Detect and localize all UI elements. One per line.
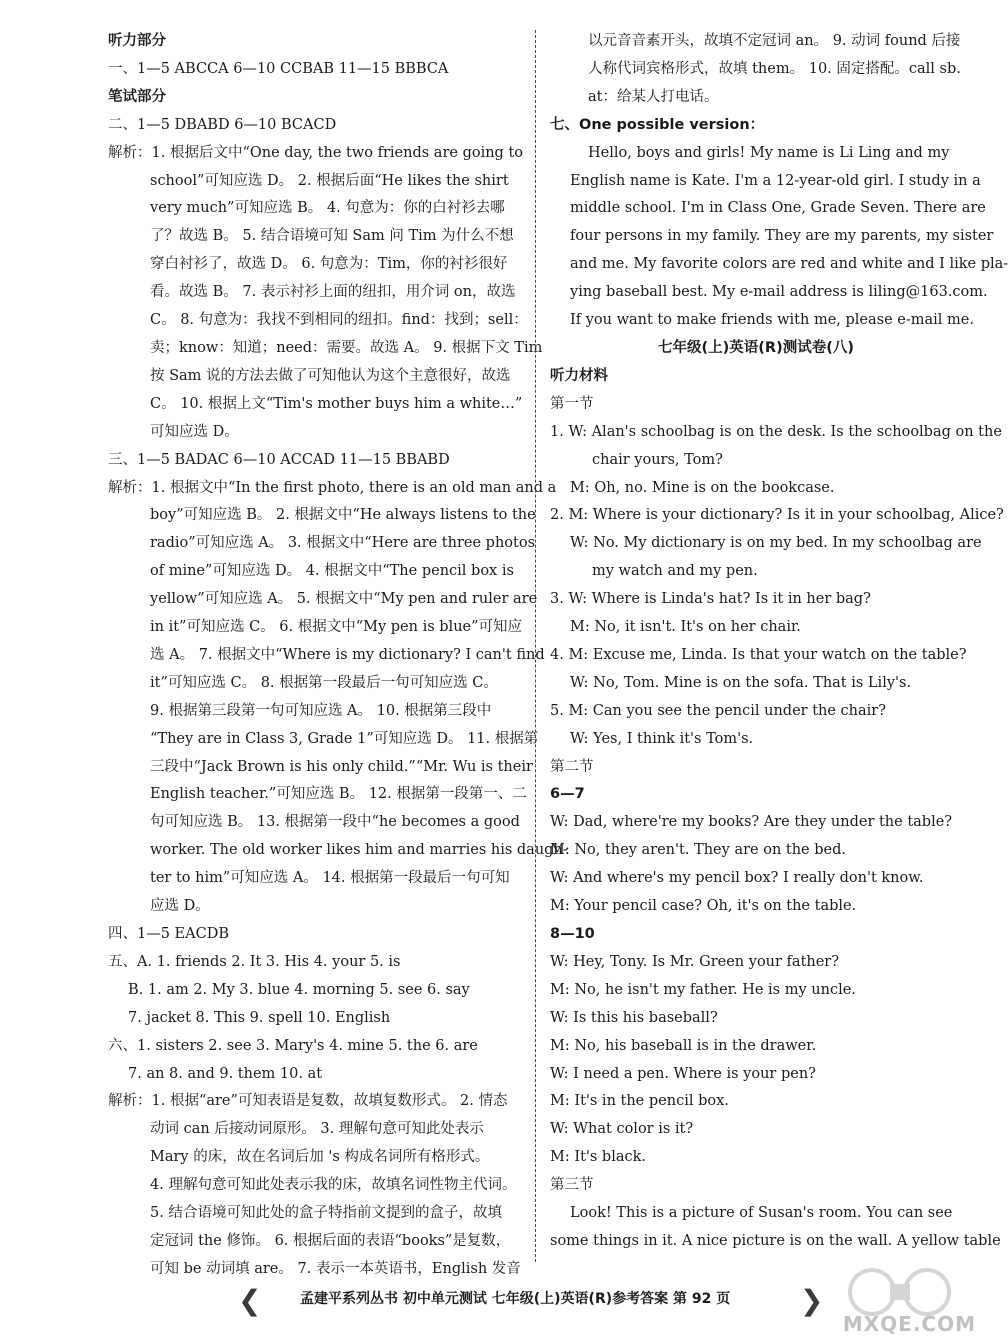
chevron-right-icon: ❯ [800, 1284, 824, 1317]
right-text-line: Hello, boys and girls! My name is Li Ling and my [588, 144, 950, 161]
left-text-line: 穿白衬衫了，故选 D。 6. 句意为：Tim，你的衬衫很好 [150, 256, 508, 273]
left-text-line: ter to him”可知应选 A。 14. 根据第一段最后一句可知 [150, 870, 510, 887]
right-text-line: W: No. My dictionary is on my bed. In my schoolbag are [570, 535, 982, 552]
right-text-line: at：给某人打电话。 [588, 88, 719, 105]
right-text-line: W: No, Tom. Mine is on the sofa. That is Lily's. [570, 674, 912, 691]
right-text-line: 人称代词宾格形式，故填 them。 10. 固定搭配。call sb. [588, 60, 961, 77]
left-text-line: Mary 的床，故在名词后加 's 构成名词所有格形式。 [150, 1149, 490, 1166]
left-text-line: 按 Sam 说的方法去做了可知他认为这个主意很好，故选 [150, 367, 511, 384]
left-text-line: yellow”可知应选 A。 5. 根据文中“My pen and ruler are [150, 591, 538, 608]
right-text-line: M: Oh, no. Mine is on the bookcase. [570, 479, 835, 496]
left-text-line: 二、1—5 DBABD 6—10 BCACD [108, 116, 337, 133]
left-text-line: 解析：1. 根据“are”可知表语是复数，故填复数形式。 2. 情态 [108, 1093, 508, 1110]
right-text-line: W: And where's my pencil box? I really don't know. [550, 870, 924, 887]
left-text-line: 三、1—5 BADAC 6—10 ACCAD 11—15 BBABD [108, 451, 450, 468]
left-text-line: 笔试部分 [108, 88, 166, 105]
left-text-line: “They are in Class 3, Grade 1”可知应选 D。 11. 根据第 [150, 730, 539, 747]
left-text-line: 三段中“Jack Brown is his only child.”“Mr. Wu is their [150, 758, 533, 775]
left-text-line: 解析：1. 根据文中“In the first photo, there is an old man and a [108, 479, 557, 496]
left-text-line: 五、A. 1. friends 2. It 3. His 4. your 5. is [108, 953, 401, 970]
left-text-line: 一、1—5 ABCCA 6—10 CCBAB 11—15 BBBCA [108, 60, 449, 77]
right-text-line: Look! This is a picture of Susan's room. You can see [570, 1205, 953, 1222]
right-text-line: 七、One possible version： [550, 116, 765, 133]
right-text-line: 4. M: Excuse me, Linda. Is that your watch on the table? [550, 646, 967, 663]
right-text-line: M: It's in the pencil box. [550, 1093, 729, 1110]
left-text-line: 卖；know：知道；need：需要。故选 A。 9. 根据下文 Tim [150, 339, 543, 356]
left-text-line: of mine”可知应选 D。 4. 根据文中“The pencil box is [150, 563, 514, 580]
right-text-line: 第三节 [550, 1177, 594, 1194]
left-text-line: C。 8. 句意为：我找不到相同的纽扣。find：找到；sell： [150, 312, 528, 329]
left-text-line: 定冠词 the 修饰。 6. 根据后面的表语“books”是复数， [150, 1232, 511, 1249]
left-text-line: radio”可知应选 A。 3. 根据文中“Here are three photos [150, 535, 536, 552]
right-text-line: M: No, his baseball is in the drawer. [550, 1037, 817, 1054]
left-text-line: it”可知应选 C。 8. 根据第一段最后一句可知应选 C。 [150, 674, 498, 691]
left-text-line: 7. an 8. and 9. them 10. at [128, 1065, 323, 1082]
right-text-line: some things in it. A nice picture is on the wall. A yellow table [550, 1232, 1001, 1249]
left-text-line: school”可知应选 D。 2. 根据后面“He likes the shirt [150, 172, 509, 189]
right-text-line: W: Dad, where're my books? Are they under the table? [550, 814, 953, 831]
footer-text: 孟建平系列丛书 初中单元测试 七年级(上)英语(R)参考答案 第 92 页 [300, 1291, 731, 1307]
right-text-line: 1. W: Alan's schoolbag is on the desk. Is the schoolbag on the [550, 423, 1002, 440]
right-text-line: M: No, they aren't. They are on the bed. [550, 842, 846, 859]
left-text-line: B. 1. am 2. My 3. blue 4. morning 5. see 6. say [128, 981, 470, 998]
right-text-line: 6—7 [550, 786, 585, 803]
left-text-line: 可知 be 动词填 are。 7. 表示一本英语书，English 发音 [150, 1260, 521, 1277]
right-text-line: W: What color is it? [550, 1121, 694, 1138]
right-text-line: chair yours, Tom? [592, 451, 723, 468]
chevron-left-icon: ❮ [238, 1284, 262, 1317]
right-text-line: 3. W: Where is Linda's hat? Is it in her bag? [550, 591, 871, 608]
right-text-line: M: No, it isn't. It's on her chair. [570, 619, 801, 636]
left-text-line: 9. 根据第三段第一句可知应选 A。 10. 根据第三段中 [150, 702, 492, 719]
right-text-line: W: Yes, I think it's Tom's. [570, 730, 754, 747]
right-text-line: M: It's black. [550, 1149, 647, 1166]
left-text-line: 4. 理解句意可知此处表示我的床，故填名词性物主代词。 [150, 1177, 517, 1194]
left-text-line: in it”可知应选 C。 6. 根据文中“My pen is blue”可知应 [150, 619, 523, 636]
right-text-line: 以元音音素开头，故填不定冠词 an。 9. 动词 found 后接 [588, 33, 961, 49]
right-text-line: 听力材料 [550, 367, 608, 384]
right-text-line: four persons in my family. They are my parents, my sister [570, 228, 994, 245]
column-divider [535, 30, 536, 1262]
right-text-line: middle school. I'm in Class One, Grade Seven. There are [570, 200, 986, 217]
right-text-line: my watch and my pen. [592, 563, 758, 580]
left-text-line: worker. The old worker likes him and marries his daugh- [150, 842, 568, 859]
left-text-line: boy”可知应选 B。 2. 根据文中“He always listens to the [150, 507, 536, 524]
left-text-line: 听力部分 [108, 33, 166, 49]
left-text-line: 解析：1. 根据后文中“One day, the two friends are going to [108, 144, 524, 161]
left-text-line: 了？故选 B。 5. 结合语境可知 Sam 问 Tim 为什么不想 [150, 228, 514, 245]
left-text-line: 应选 D。 [150, 898, 210, 915]
left-text-line: 四、1—5 EACDB [108, 926, 229, 942]
left-text-line: 看。故选 B。 7. 表示衬衫上面的纽扣，用介词 on，故选 [150, 284, 516, 301]
right-text-line: 第一节 [550, 395, 594, 412]
right-column [550, 28, 1008, 1256]
right-text-line: 第二节 [550, 758, 594, 775]
right-text-line: M: No, he isn't my father. He is my uncle. [550, 981, 856, 998]
right-text-line: If you want to make friends with me, please e-mail me. [570, 312, 974, 329]
right-text-line: 2. M: Where is your dictionary? Is it in your schoolbag, Alice? [550, 507, 1004, 524]
right-text-line: 5. M: Can you see the pencil under the chair? [550, 702, 886, 719]
left-text-line: 选 A。 7. 根据文中“Where is my dictionary? I can't find [150, 646, 545, 663]
left-text-line: 5. 结合语境可知此处的盒子特指前文提到的盒子，故填 [150, 1205, 502, 1222]
left-text-line: 六、1. sisters 2. see 3. Mary's 4. mine 5. the 6. are [108, 1037, 478, 1054]
right-text-line: ying baseball best. My e-mail address is liling@163.com. [570, 284, 988, 301]
right-text-line: M: Your pencil case? Oh, it's on the table. [550, 898, 857, 915]
right-text-line: 七年级(上)英语(R)测试卷(八) [658, 339, 854, 356]
right-text-line: W: Hey, Tony. Is Mr. Green your father? [550, 953, 840, 970]
right-text-line: W: I need a pen. Where is your pen? [550, 1065, 816, 1082]
right-text-line: 8—10 [550, 926, 595, 942]
left-text-line: 动词 can 后接动词原形。 3. 理解句意可知此处表示 [150, 1121, 484, 1138]
left-text-line: 句可知应选 B。 13. 根据第一段中“he becomes a good [150, 814, 520, 831]
left-text-line: English teacher.”可知应选 B。 12. 根据第一段第一、二 [150, 786, 527, 803]
right-text-line: and me. My favorite colors are red and white and I like pla- [570, 256, 1008, 273]
right-text-line: English name is Kate. I'm a 12-year-old girl. I study in a [570, 172, 981, 189]
left-text-line: very much”可知应选 B。 4. 句意为：你的白衬衫去哪 [150, 200, 505, 217]
left-text-line: 可知应选 D。 [150, 423, 239, 440]
left-text-line: C。 10. 根据上文“Tim's mother buys him a white…” [150, 395, 523, 412]
left-text-line: 7. jacket 8. This 9. spell 10. English [128, 1009, 391, 1026]
right-text-line: W: Is this his baseball? [550, 1009, 718, 1026]
watermark-text: MXQE.COM [842, 1312, 976, 1336]
